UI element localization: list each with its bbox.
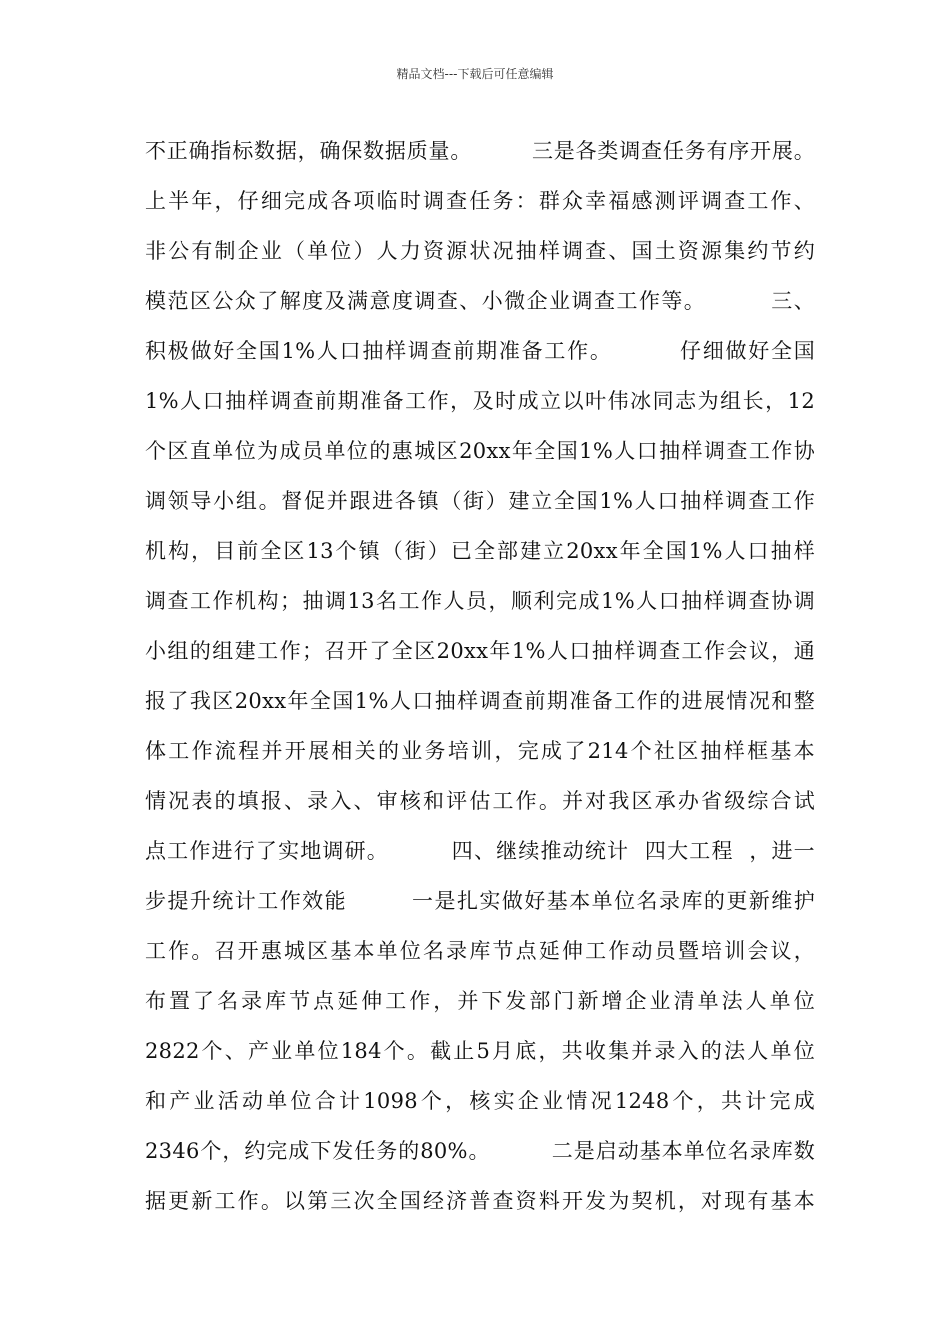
body-line: 个区直单位为成员单位的惠城区20xx年全国1%人口抽样调查工作协 (145, 439, 815, 463)
body-line: 布置了名录库节点延伸工作，并下发部门新增企业清单法人单位 (145, 989, 815, 1013)
body-line: 2822个、产业单位184个。截止5月底，共收集并录入的法人单位 (145, 1039, 815, 1063)
body-line: 情况表的填报、录入、审核和评估工作。并对我区承办省级综合试 (145, 789, 815, 813)
body-line: 和产业活动单位合计1098个，核实企业情况1248个，共计完成 (145, 1089, 815, 1113)
body-line: 积极做好全国1%人口抽样调查前期准备工作。 仔细做好全国 (145, 339, 815, 363)
body-line: 工作。召开惠城区基本单位名录库节点延伸工作动员暨培训会议， (145, 939, 815, 963)
body-line: 模范区公众了解度及满意度调查、小微企业调查工作等。 三、 (145, 289, 815, 313)
body-line: 调查工作机构；抽调13名工作人员，顺利完成1%人口抽样调查协调 (145, 589, 815, 613)
body-line: 点工作进行了实地调研。 四、继续推动统计 四大工程 ，进一 (145, 839, 815, 863)
body-line: 报了我区20xx年全国1%人口抽样调查前期准备工作的进展情况和整 (145, 689, 815, 713)
body-line: 非公有制企业（单位）人力资源状况抽样调查、国土资源集约节约 (145, 239, 815, 263)
document-body (145, 134, 815, 1234)
body-line: 调领导小组。督促并跟进各镇（街）建立全国1%人口抽样调查工作 (145, 489, 815, 513)
body-line: 体工作流程并开展相关的业务培训，完成了214个社区抽样框基本 (145, 739, 815, 763)
document-header: 精品文档---下载后可任意编辑 (396, 67, 554, 81)
body-line: 上半年，仔细完成各项临时调查任务：群众幸福感测评调查工作、 (145, 189, 815, 213)
body-line: 不正确指标数据，确保数据质量。 三是各类调查任务有序开展。 (145, 139, 815, 163)
body-line: 2346个，约完成下发任务的80%。 二是启动基本单位名录库数 (145, 1139, 815, 1163)
body-line: 1%人口抽样调查前期准备工作，及时成立以叶伟冰同志为组长，12 (145, 389, 815, 413)
body-line: 小组的组建工作；召开了全区20xx年1%人口抽样调查工作会议，通 (145, 639, 815, 663)
body-line: 据更新工作。以第三次全国经济普查资料开发为契机，对现有基本 (145, 1189, 815, 1213)
body-line: 机构，目前全区13个镇（街）已全部建立20xx年全国1%人口抽样 (145, 539, 815, 563)
body-line: 步提升统计工作效能 一是扎实做好基本单位名录库的更新维护 (145, 889, 815, 913)
